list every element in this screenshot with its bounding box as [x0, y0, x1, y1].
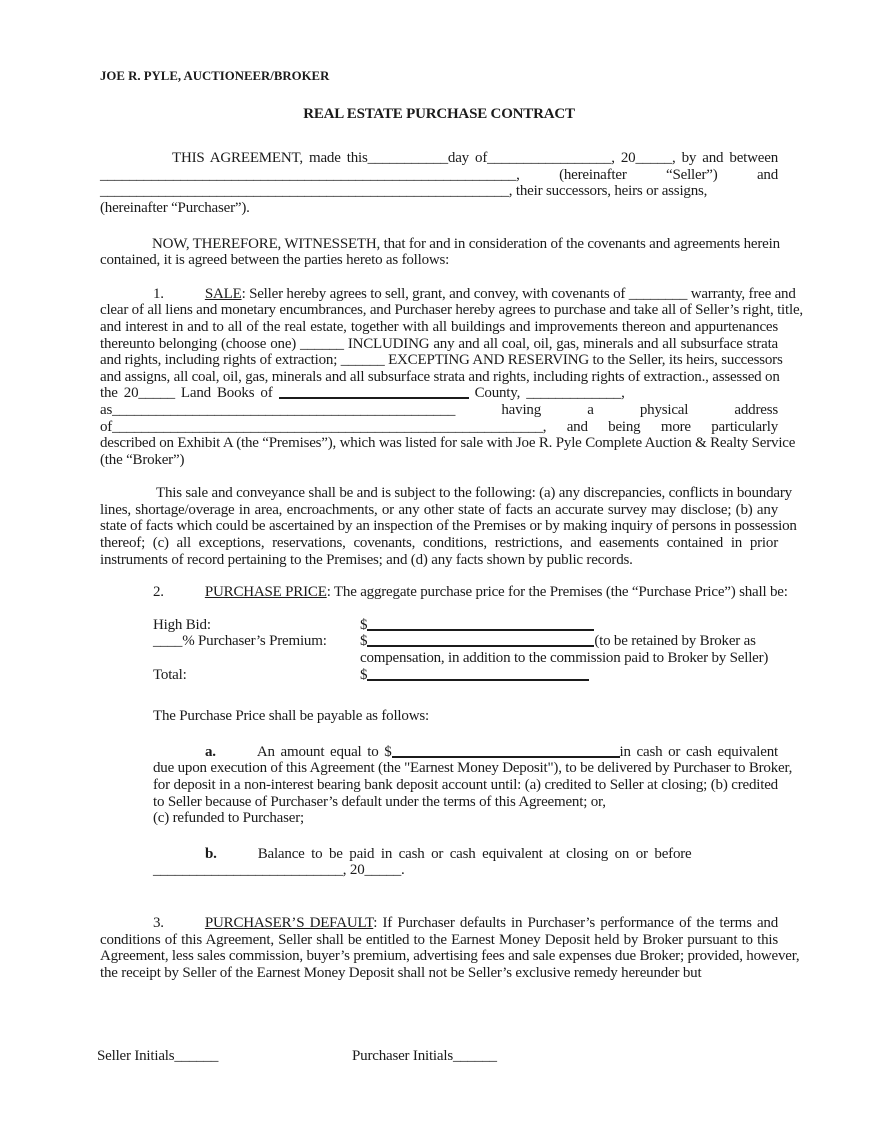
text-line: Agreement, less sales commission, buyer’s premium, advertising fees and sale expenses due Broker; provided, however,: [100, 948, 800, 965]
price-value: [360, 667, 778, 684]
text-line: (the “Broker”): [100, 451, 185, 468]
seller-initials: Seller Initials______: [97, 1048, 219, 1064]
page-title: REAL ESTATE PURCHASE CONTRACT: [303, 105, 575, 122]
purchaser-initials: Purchaser Initials______: [352, 1048, 497, 1064]
price-row-premium: [153, 633, 778, 650]
text-line: described on Exhibit A (the “Premises”), which was listed for sale with Joe R. Pyle Complete Auction & Realty Service: [100, 435, 796, 452]
text-line: and rights, including rights of extraction; ______ EXCEPTING AND RESERVING to the Seller, its heirs, successors: [100, 352, 783, 369]
subject-paragraph: [100, 485, 797, 568]
currency-sign: $: [360, 616, 368, 633]
text-line: due upon execution of this Agreement (the "Earnest Money Deposit"), to be delivered by Purchaser to Broker,: [153, 760, 793, 777]
text-line: ________________________________________________________, their successors, heirs or assigns,: [100, 183, 708, 200]
text-line: contained, it is agreed between the parties hereto as follows:: [100, 252, 450, 269]
payable-line: The Purchase Price shall be payable as follows:: [153, 708, 429, 725]
text-line: and assigns, all coal, oil, gas, minerals and all subsurface strata and rights, including rights of extraction., assessed on: [100, 368, 780, 385]
balance-line: [153, 846, 778, 863]
balance-text: Balance to be paid in cash or cash equivalent at closing on or before: [257, 845, 692, 862]
section-lead-line: [100, 584, 788, 601]
paragraph-b: [100, 846, 778, 879]
blank-field: [279, 397, 469, 399]
blank-field: [367, 629, 594, 631]
text-line: to Seller because of Purchaser’s default under the terms of this Agreement; or,: [153, 793, 606, 810]
section-lead-text: : The aggregate purchase price for the Premises (the “Purchase Price”) shall be:: [326, 584, 788, 601]
section-number: 3.: [153, 914, 164, 931]
price-label: ____% Purchaser’s Premium:: [153, 633, 327, 650]
section-heading: PURCHASER’S DEFAULT: [204, 914, 374, 931]
currency-sign: $: [360, 633, 368, 650]
price-table: [100, 617, 778, 683]
text-line: instruments of record pertaining to the Premises; and (d) any facts shown by public records.: [100, 551, 633, 568]
initials-footer: [97, 1048, 777, 1065]
price-row-premium-note: [153, 650, 778, 667]
currency-sign: $: [360, 666, 368, 683]
price-label: High Bid:: [153, 616, 211, 633]
text-line: the receipt by Seller of the Earnest Money Deposit shall not be Seller’s exclusive remedy hereunder but: [100, 964, 702, 981]
text-line: conditions of this Agreement, Seller shall be entitled to the Earnest Money Deposit held by Broker pursuant to this: [100, 931, 778, 948]
section-number: 1.: [153, 285, 164, 302]
firm-header: JOE R. PYLE, AUCTIONEER/BROKER: [100, 69, 330, 83]
text-line: state of facts which could be ascertained by an inspection of the Premises or by making inquiry of persons in possession: [100, 518, 797, 535]
price-note: compensation, in addition to the commission paid to Broker by Seller): [360, 650, 769, 667]
section-lead-text: : If Purchaser defaults in Purchaser’s performance of the terms and: [373, 914, 779, 931]
price-label: Total:: [153, 666, 187, 683]
section-heading: SALE: [204, 285, 242, 302]
list-marker: b.: [205, 845, 217, 862]
text-line: lines, shortage/overage in area, encroachments, or any other state of facts an accurate survey may disclose; (b) any: [100, 501, 778, 518]
price-label: [153, 650, 360, 667]
price-suffix: (to be retained by Broker as: [594, 633, 756, 650]
section-lead-line: [100, 915, 778, 932]
text-line: thereunto belonging (choose one) ______ INCLUDING any and all coal, oil, gas, minerals and all subsurface strata: [100, 335, 778, 352]
text-line: _________________________________________________________, (hereinafter “Seller”) and: [100, 166, 778, 183]
blank-field: [392, 756, 620, 758]
section-purchase-price: [100, 584, 788, 601]
price-value: [360, 633, 778, 650]
witnesseth-paragraph: [100, 236, 778, 269]
text-line: THIS AGREEMENT, made this___________day of_________________, 20_____, by and between: [172, 150, 778, 167]
section-lead-text: : Seller hereby agrees to sell, grant, and convey, with covenants of ________ warranty, free and: [241, 285, 796, 302]
text-line: of___________________________________________________________, and being more particularly: [100, 418, 778, 435]
text-line: (hereinafter “Purchaser”).: [100, 199, 250, 216]
text-line: for deposit in a non-interest bearing bank deposit account until: (a) credited to Seller at closing; (b) credited: [153, 777, 778, 793]
price-value: [360, 617, 778, 634]
amount-before: An amount equal to $: [256, 743, 392, 760]
amount-line: [153, 744, 778, 761]
blank-field: [367, 645, 594, 647]
price-row-high-bid: [153, 617, 778, 634]
land-books-before: the 20_____ Land Books of: [100, 385, 279, 402]
land-books-line: [100, 385, 778, 402]
blank-field: [367, 679, 589, 681]
section-sale: [100, 285, 803, 469]
text-line: and interest in and to all of the real estate, together with all buildings and improvements thereon and appurtenances: [100, 318, 778, 335]
list-marker: a.: [205, 743, 216, 760]
date-blank-line: __________________________, 20_____.: [153, 862, 405, 879]
section-heading: PURCHASE PRICE: [204, 584, 327, 601]
amount-after: in cash or cash equivalent: [619, 743, 778, 760]
section-number: 2.: [153, 584, 164, 601]
section-lead-line: [100, 285, 796, 303]
text-line: thereof; (c) all exceptions, reservations, covenants, conditions, restrictions, and easements contained in prior: [100, 535, 778, 552]
text-line: (c) refunded to Purchaser;: [153, 810, 304, 827]
land-books-after: County, _____________,: [468, 385, 625, 402]
intro-paragraph: [100, 150, 778, 216]
paragraph-a: [100, 743, 793, 827]
text-line: as_______________________________________________ having a physical address: [100, 401, 778, 418]
price-row-total: [153, 667, 778, 684]
text-line: clear of all liens and monetary encumbrances, and Purchaser hereby agrees to purchase and take all of Seller’s right, title,: [100, 302, 803, 319]
section-purchasers-default: [100, 914, 800, 981]
text-line: This sale and conveyance shall be and is subject to the following: (a) any discrepancies, conflicts in boundary: [156, 485, 792, 502]
text-line: NOW, THEREFORE, WITNESSETH, that for and in consideration of the covenants and agreements herein: [152, 235, 780, 252]
